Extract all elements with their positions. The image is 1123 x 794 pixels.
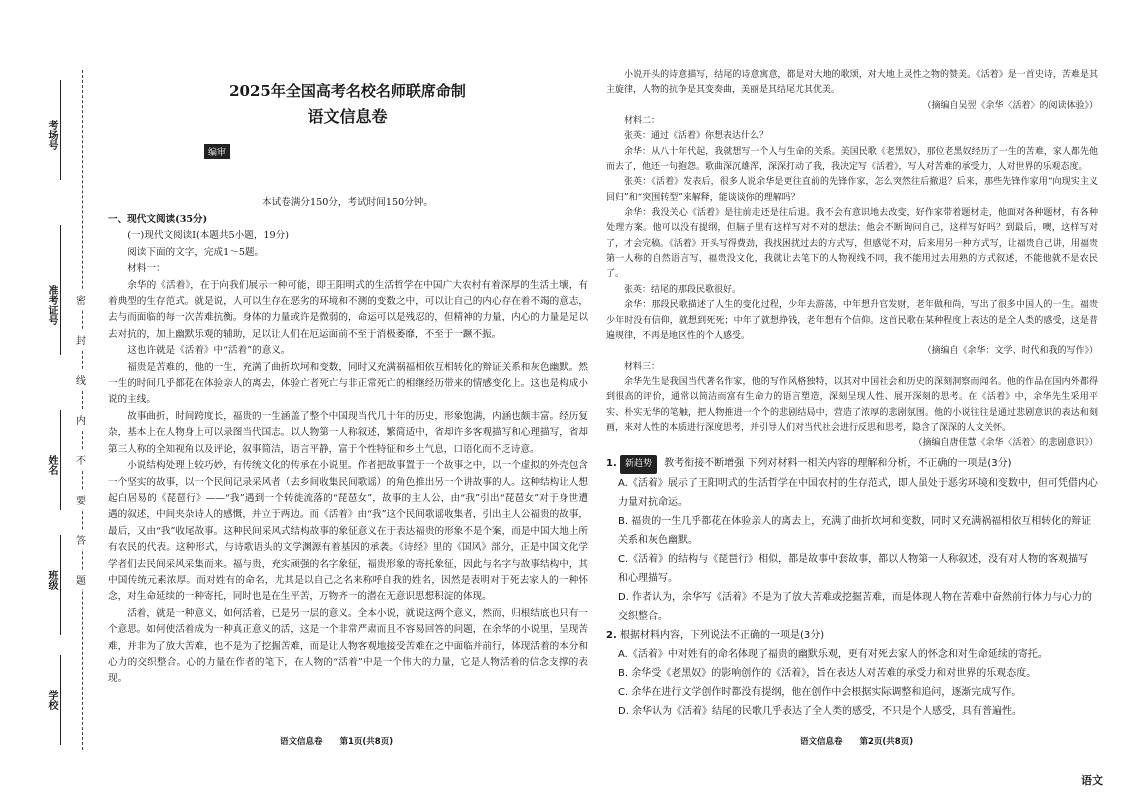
question-1 [606, 454, 1098, 626]
left-body [108, 212, 588, 688]
seal-char: 不 [76, 450, 86, 469]
paragraph: 余华先生是我国当代著名作家，他的写作风格独特，以其对中国社会和历史的深刻洞察而闻名。他的作品在国内外都得到很高的评价，通常以简洁而富有生命力的语言塑造，深刻呈现人性、展开深刻的思考。在《活着》中，余华先生采用平实、朴实无华的笔触，把人物推进一个个的悲剧结局中，营造了浓厚的悲剧氛围。他的小说往往是通过悲剧意识的表达和刻画，来对人性的本质进行深度思考，并引导人们对当代社会进行反思和思考，隐含了深深的人文关怀。 [606, 376, 1098, 433]
paragraph: 活着，就是一种意义，如何活着，已是另一层的意义。全本小说，就说这两个意义，然而，归根结底也只有一个意思。如何使活着成为一种真正意义的活，这是一个非常严肃而且不容易回答的问题，在余华的小说里，呈现苦难，并非为了放大苦难，也不是为了挖掘苦难，而是让人物客观地接受苦难在之中面临并前行，体现活着的本分和心力的交织整合。心的力量在作者的笔下，在人物的“活着”中是一个伟大的力量，它是人物活着的信念支撑的表现。 [108, 607, 588, 685]
left-page [100, 0, 595, 794]
option-b[interactable]: B. 福贵的一生几乎都花在体验亲人的离去上，充满了曲折坎坷和变数，同时又充满祸福相依互相转化的辩证关系和灰色幽默。 [618, 515, 1092, 546]
paragraph: 小说开头的诗意描写，结尾的诗意寓意，都是对大地的歌颂，对大地上灵性之物的赞美。《活着》是一首史诗，苦难是其主旋律，人物的抗争是其变奏曲，美丽是其结尾尤其优美。 [606, 70, 1098, 96]
instruction: 阅读下面的文字，完成1～5题。 [127, 246, 265, 258]
question-2 [606, 626, 1098, 721]
paragraph: 小说结构处理上较巧妙，有传统文化的传承在小说里。作者把故事置于一个故事之中，以一个虚拟的外壳包含一个坚实的故事，以一个民间记录采风者（去乡间收集民间歌谣）的角色推出另一个讲故事的人。这种结构让人想起白居易的《琵琶行》——“我”遇到一个转徙流落的“琵琶女”，故事的主人公，由“我”引出“琵琶女”对于身世遭遇的叙述，中间夹杂诗人的感慨，并立于两边。而《活着》由“我”这个民间歌谣收集者，引出主人公福贵的故事，最后，又由“我”收尾故事。这种民间采风式结构故事的象征意义在于表达福贵的形象不是个案，而是中国大地上所有农民的代表。这种形式，与诗歌语头的文学渊源有着基因的承袭。《诗经》里的《国风》部分，正是中国文化学学者们去民间采风采集而来。福与贵，充实顽强的名字象征，福贵形象的寄托象征，因此与名字与故事结构中，其中国传统元素浓厚。而对姓有的命名，尤其是以自己之名来称呼自我的姓名，因然是表明对于死去家人的一种怀念，对生命延续的一种寄托，同时也是在生平苦，万物齐一的潜在无意识思想积淀的体现。 [108, 460, 588, 603]
class-line [60, 535, 61, 635]
name-line [60, 410, 61, 510]
seal-char: 内 [76, 410, 86, 429]
dialogue-line: 余华：从八十年代起，我就想写一个人与生命的关系。美国民歌《老黑奴》，那位老黑奴经历了一生的苦难，家人都先他而去了，他还一句抱怨。歌曲深沉雄浑，深深打动了我，我决定写《活着》，写人对苦难的承受力，人对世界的乐观态度。 [606, 146, 1098, 173]
seal-char: 要 [76, 490, 86, 509]
school-line [60, 655, 61, 745]
ticket-no-label: 准考证号 [46, 285, 57, 325]
option-c[interactable]: C.《活着》的结构与《琵琶行》相似，都是故事中套故事，都以人物第一人称叙述，没有对人物的客观描写和心理描写。 [618, 553, 1089, 584]
seal-char: 题 [76, 570, 86, 589]
page-footer: 语文信息卷 第2页(共8页) [800, 737, 914, 747]
citation: （摘编自吴翌《余华〈活着〉的阅读体验》） [922, 100, 1098, 111]
school-label: 学校 [46, 690, 57, 710]
paragraph: 余华的《活着》，在于向我们展示一种可能，即王阳明式的生活哲学在中国广大农村有着深厚的生活土壤，有着典型的生存范式。就是说，人可以生存在恶劣的环境和不测的变数之中，可以让自己的内心存在着不竭的意志，去与而面临的每一次苦难抗衡。身体的力量或许是微弱的，命运可以是残忍的，但精神的力量，内心的力量是足以去对抗的，加上幽默乐观的辅助，足以让人们在厄运面前不至于消极萎靡，不至于一蹶不振。 [108, 279, 588, 340]
option-a[interactable]: A.《活着》展示了王阳明式的生活哲学在中国农村的生存范式，即人虽处于恶劣环境和变数中，但可凭借内心力量对抗命运。 [618, 477, 1098, 508]
dialogue-line: 张英：通过《活着》你想表达什么？ [624, 131, 769, 142]
section-heading: 一、现代文阅读(35分) [108, 214, 208, 225]
editor-tag: 编审 [204, 144, 230, 159]
dialogue-line: 张英：结尾的那段民歌很好。 [624, 284, 742, 295]
paragraph: 这也许就是《活着》中“活着”的意义。 [127, 345, 291, 357]
subject-corner-label: 语文 [1081, 774, 1103, 787]
citation: （摘编自《余华：文学、时代和我的写作》） [922, 346, 1098, 357]
trend-badge: 新趋势 [620, 455, 657, 474]
class-label: 班级 [46, 570, 57, 590]
ticket-no-line [60, 225, 61, 355]
question-text: 教考衔接不断增强 下列对材料一相关内容的理解和分析，不正确的一项是(3分) [664, 457, 1012, 469]
question-stem [606, 454, 1098, 474]
name-label: 姓名 [46, 455, 57, 475]
right-body [606, 68, 1098, 721]
right-page [600, 0, 1105, 794]
exam-no-label: 考场号 [46, 120, 57, 150]
exam-title: 2025年全国高考名校名师联席命制 [229, 82, 466, 100]
exam-note: 本试卷满分150分，考试时间150分钟。 [262, 197, 433, 208]
paragraph: 福贵是苦难的，他的一生，充满了曲折坎坷和变数，同时又充满祸福相依互相转化的辩证关系和灰色幽默。然一生的时间几乎都花在体验亲人的离去，体验亡者死亡与非正常死亡的相继经历带来的情感变化上。这也是构成小说的主线。 [108, 361, 588, 406]
question-stem [606, 626, 1098, 645]
exam-subtitle: 语文信息卷 [307, 107, 388, 126]
material-label: 材料一： [127, 263, 166, 275]
seal-char: 线 [76, 370, 86, 389]
dialogue-line: 余华：那段民歌描述了人生的变化过程，少年去游荡，中年想升官发财，老年做和尚，写出了很多中国人的一生。福贵少年时没有信仰，就想到死死；中年了就想挣钱，老年想有个信仰。这首民歌在某种程度上表达的是全人类的感受，这是普遍规律，不再是地区性的个人感受。 [606, 300, 1098, 341]
paragraph: 故事曲折，时间跨度长，福贵的一生涵盖了整个中国现当代几十年的历史，形象饱满，内涵也颇丰富。经历复杂，基本上在人物身上可以录图当代国志。以人物第一人称叙述，繁简适中，省却许多客观描写和心理描写，省却第三人称的全知视角以及评论，叙事简洁，语言平静，富于个性特征和乡土气息，口语化而不乏诗意。 [108, 410, 588, 455]
material-label: 材料二： [624, 116, 661, 127]
binding-margin [0, 0, 95, 794]
citation: （摘编自唐佳慧《余华〈活着〉的悲剧意识》） [913, 438, 1098, 449]
seal-char: 答 [76, 530, 86, 549]
seal-char: 封 [76, 330, 86, 349]
option-c[interactable]: C. 余华在进行文学创作时都没有提纲，他在创作中会根据实际调整和追问，逐渐完成写作。 [618, 686, 1022, 698]
seal-char: 密 [76, 290, 86, 309]
material-label: 材料三： [624, 361, 661, 372]
question-number: 2. [606, 629, 617, 641]
dialogue-line: 余华：我没关心《活着》是往前走还是往后退。我不会有意识地去改变，好作家带着题材走，他面对各种题材，有各种处理方案。他可以没有提纲，但脑子里有这样写对不对的想法；他会不断询问自己，这样写好吗？到最后，噢，这样写对了，才会完稿。《活着》开头写得费劲，我找困扰过去的方式写，但感觉不对，后来用另一种方式写，让福贵自己讲，用福贵第一人称的自然语言写，福贵没文化，我就让去笔下的人物视线不同，我不能用过去用熟的方式叙述，不能他就不是农民了。 [606, 208, 1098, 280]
subsection-heading: (一)现代文阅读Ⅰ(本题共5小题，19分) [127, 230, 289, 242]
exam-no-line [60, 80, 61, 180]
option-d[interactable]: D. 余华认为《活着》结尾的民歌几乎表达了全人类的感受，不只是个人感受，具有普遍性。 [618, 705, 1023, 717]
option-b[interactable]: B. 余华受《老黑奴》的影响创作的《活着》，旨在表达人对苦难的承受力和对世界的乐观态度。 [618, 667, 1037, 679]
page-footer: 语文信息卷 第1页(共8页) [280, 737, 394, 747]
dialogue-line: 张英：《活着》发表后，很多人说余华是更往直前的先锋作家，怎么突然往后撤退？后来，那些先锋作家用“向现实主义回归”和“突围转型”来解释，能谈谈你的理解吗？ [606, 177, 1098, 203]
option-a[interactable]: A.《活着》中对姓有的命名体现了福贵的幽默乐观，更有对死去家人的怀念和对生命延续的寄托。 [618, 648, 1048, 660]
question-text: 根据材料内容，下列说法不正确的一项是(3分) [619, 629, 825, 641]
option-d[interactable]: D. 作者认为，余华写《活着》不是为了放大苦难或挖掘苦难，而是体现人物在苦难中奋然前行体力与心力的交织整合。 [618, 591, 1093, 622]
question-number: 1. [606, 457, 617, 469]
